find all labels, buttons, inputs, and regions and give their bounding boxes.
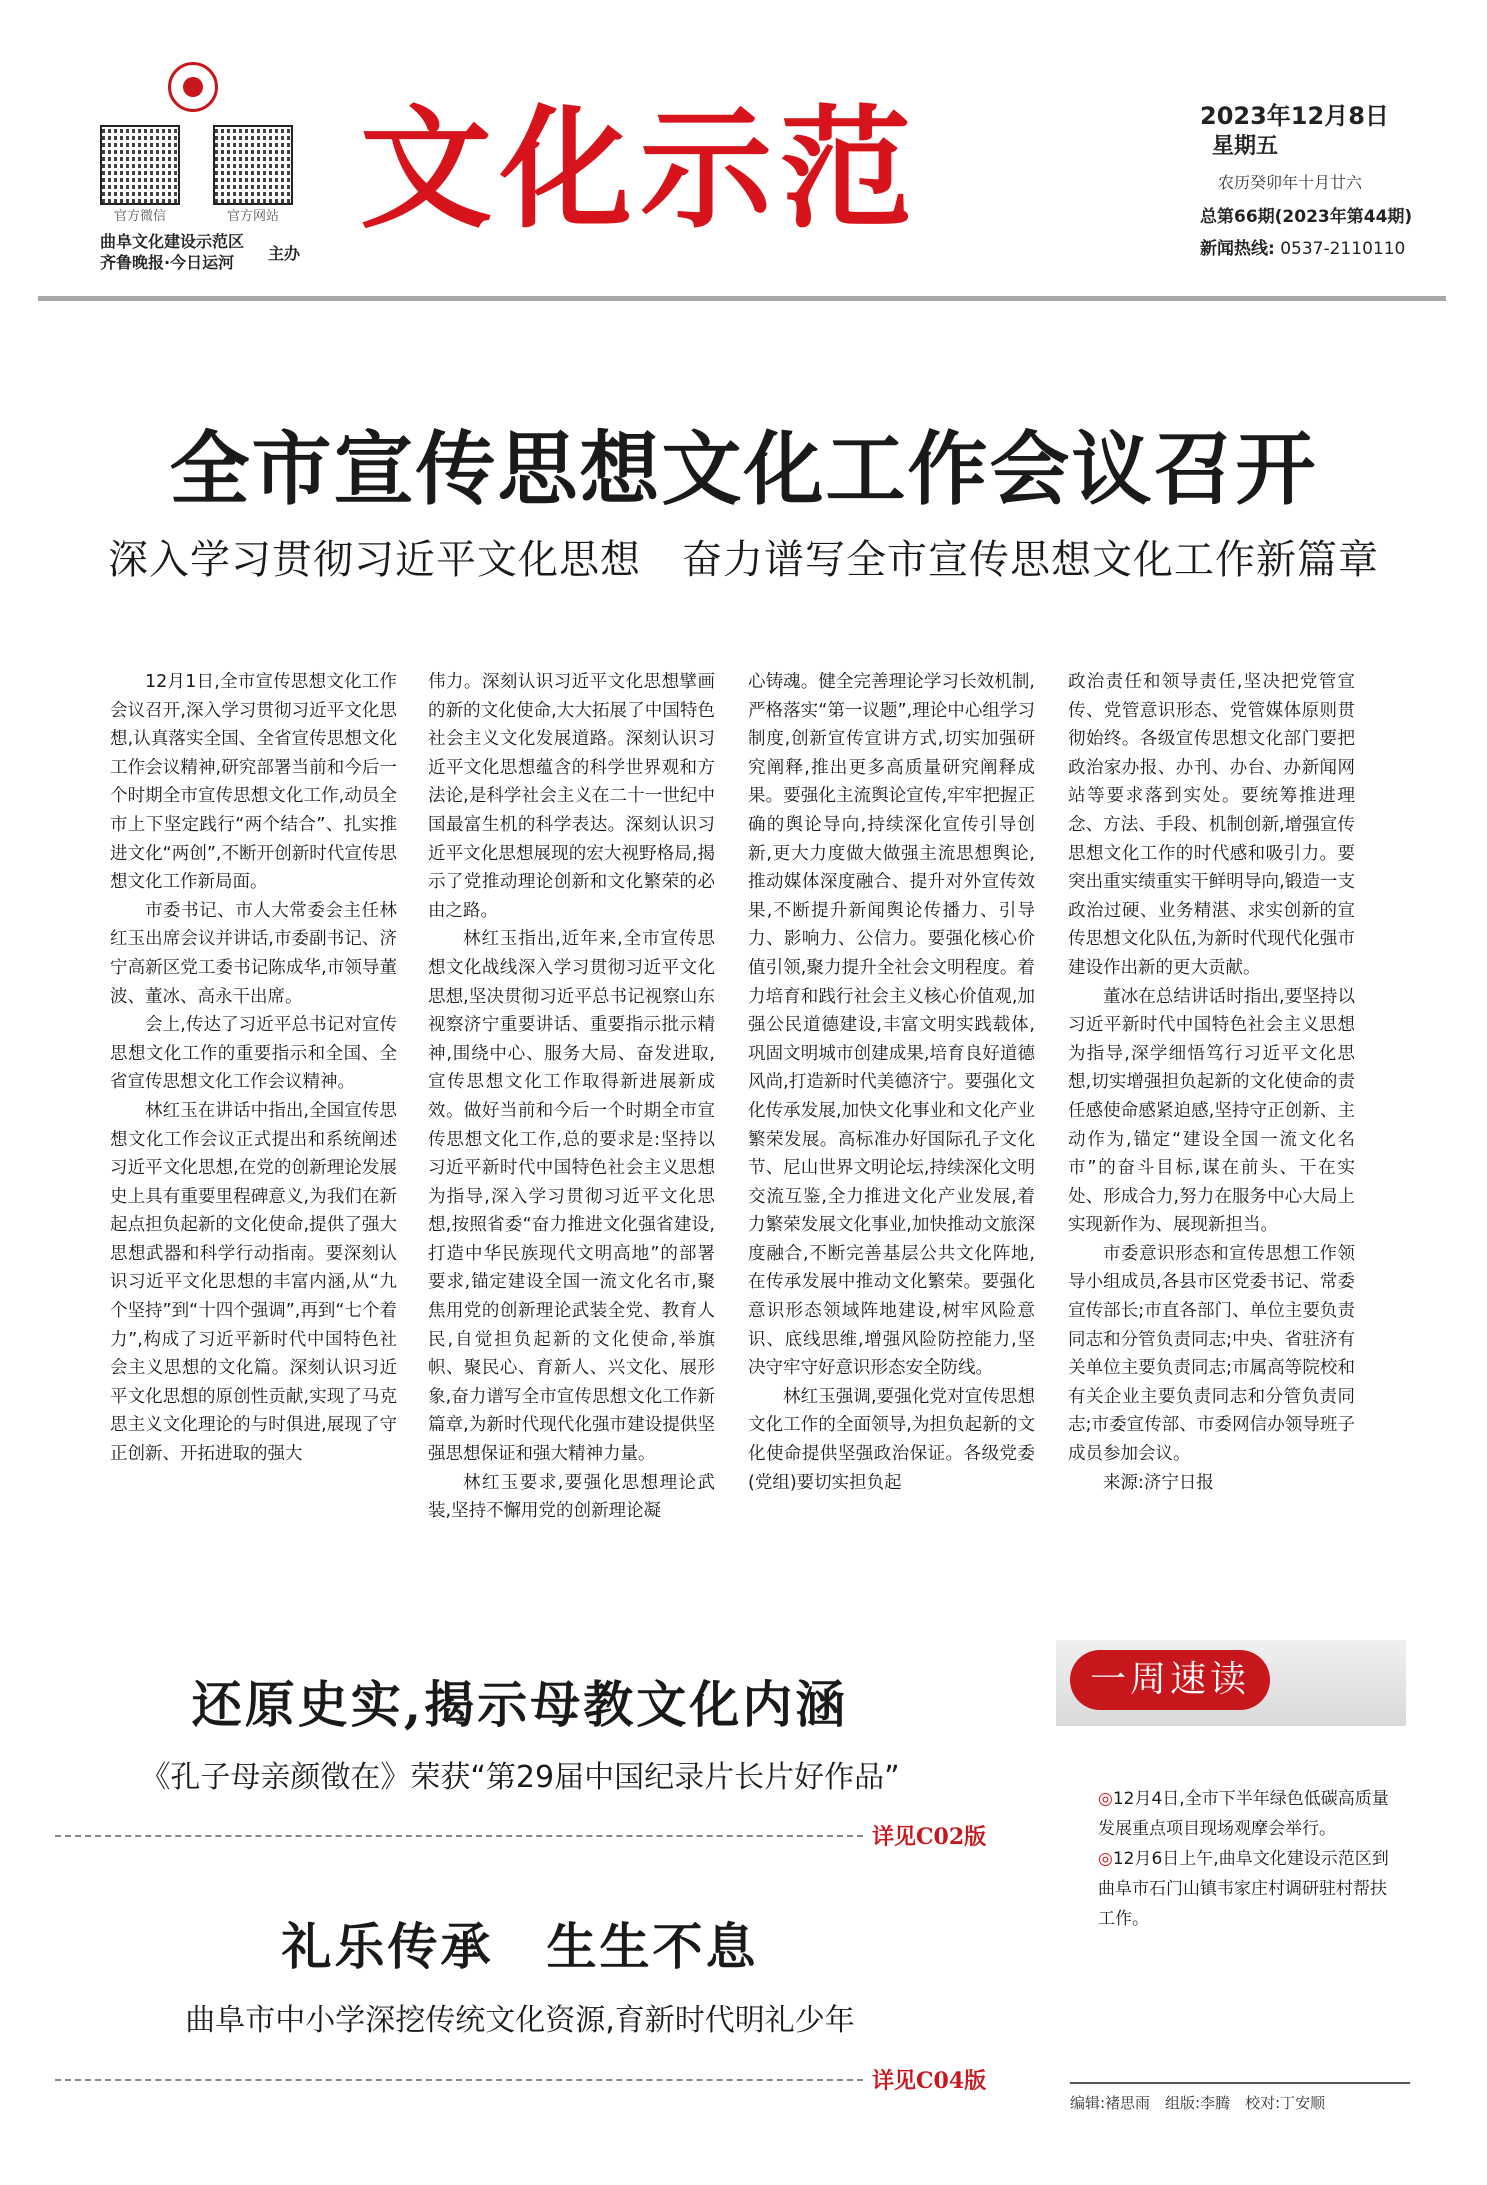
bullet-icon: ◎ [1098,1849,1113,1869]
article-paragraph: 12月1日,全市宣传思想文化工作会议召开,深入学习贯彻习近平文化思想,认真落实全国、全省宣传思想文化工作会议精神,研究部署当前和今后一个时期全市宣传思想文化工作,动员全市上下坚定践行“两个结合”、扎实推进文化“两创”,不断开创新时代宣传思想文化工作新局面。 [110,672,397,893]
article-paragraph: 董冰在总结讲话时指出,要坚持以习近平新时代中国特色社会主义思想为指导,深学细悟笃行习近平文化思想,切实增强担负起新的文化使命的责任感使命感紧迫感,坚持守正创新、主动作为,锚定“建设全国一流文化名市”的奋斗目标,谋在前头、干在实处、形成合力,努力在服务中心大局上实现新作为、展现新担当。 [1068,986,1355,1236]
story-title: 礼乐传承 生生不息 [281,1917,759,1976]
lead-headline: 全市宣传思想文化工作会议召开 [169,422,1318,516]
list-item [1098,1784,1398,1844]
article-paragraph: 市委书记、市人大常委会主任林红玉出席会议并讲话,市委副书记、济宁高新区党工委书记陈成华,市领导董波、董冰、高永干出席。 [110,900,397,1007]
see-page-link[interactable]: 详见C02版 [872,1824,987,1850]
qr-code-icon [213,125,293,205]
editor-credits: 编辑:褚思雨 组版:李腾 校对:丁安顺 [1070,2082,1410,2113]
article-paragraph: 林红玉强调,要强化党对宣传思想文化工作的全面领导,为担负起新的文化使命提供坚强政治保证。各级党委(党组)要切实担负起 [748,1386,1035,1493]
organizer-suffix: 主办 [268,244,301,263]
article-column-1 [110,668,397,1469]
lead-subhead: 深入学习贯彻习近平文化思想 奋力谱写全市宣传思想文化工作新篇章 [108,537,1379,583]
article-paragraph: 会上,传达了习近平总书记对宣传思想文化工作的重要指示和全国、全省宣传思想文化工作会议精神。 [110,1015,397,1093]
see-page-link[interactable]: 详见C04版 [872,2068,987,2094]
article-paragraph: 伟力。深刻认识习近平文化思想擘画的新的文化使命,大大拓展了中国特色社会主义文化发展道路。深刻认识习近平文化思想蕴含的科学世界观和方法论,是科学社会主义在二十一世纪中国最富生机的科学表达。深刻认识习近平文化思想展现的宏大视野格局,揭示了党推动理论创新和文化繁荣的必由之路。 [428,672,715,921]
issue-weekday: 星期五 [1212,134,1279,159]
masthead-title: 文化示范 [360,93,920,247]
article-paragraph: 市委意识形态和宣传思想工作领导小组成员,各县市区党委书记、常委宣传部长;市直各部门、单位主要负责同志和分管负责同志;中央、省驻济有关单位主要负责同志;市属高等院校和有关企业主要负责同志和分管负责同志;市委宣传部、市委网信办领导班子成员参加会议。 [1068,1243,1355,1465]
lunar-date: 农历癸卯年十月廿六 [1218,173,1363,192]
article-paragraph: 心铸魂。健全完善理论学习长效机制,严格落实“第一议题”,理论中心组学习制度,创新宣传宣讲方式,切实加强研究阐释,推出更多高质量研究阐释成果。要强化主流舆论宣传,牢牢把握正确的舆论导向,持续深化宣传引导创新,更大力度做大做强主流思想舆论,推动媒体深度融合、提升对外宣传效果,不断提升新闻舆论传播力、引导力、影响力、公信力。要强化核心价值引领,聚力提升全社会文明程度。着力培育和践行社会主义核心价值观,加强公民道德建设,丰富文明实践载体,巩固文明城市创建成果,培育良好道德风尚,打造新时代美德济宁。要强化文化传承发展,加快文化事业和文化产业繁荣发展。高标准办好国际孔子文化节、尼山世界文明论坛,持续深化文明交流互鉴,全力推进文化产业发展,着力繁荣发展文化事业,加快推动文旅深度融合,不断完善基层公共文化阵地,在传承发展中推动文化繁荣。要强化意识形态领域阵地建设,树牢风险意识、底线思维,增强风险防控能力,坚决守牢守好意识形态安全防线。 [748,672,1035,1379]
emblem-logo [168,62,218,112]
header-rule [38,296,1446,301]
article-source: 来源:济宁日报 [1103,1472,1214,1493]
article-column-2 [428,668,715,1526]
hotline-number: 0537-2110110 [1280,239,1406,259]
article-paragraph: 林红玉在讲话中指出,全国宣传思想文化工作会议正式提出和系统阐述习近平文化思想,在党的创新理论发展史上具有重要里程碑意义,为我们在新起点担负起新的文化使命,提供了强大思想武器和科学行动指南。要深刻认识习近平文化思想的丰富内涵,从“九个坚持”到“十四个强调”,再到“七个着力”,构成了习近平新时代中国特色社会主义思想的文化篇。深刻认识习近平文化思想的原创性贡献,实现了马克思主义文化理论的与时俱进,展现了守正创新、开拓进取的强大 [110,1100,397,1465]
article-paragraph: 林红玉指出,近年来,全市宣传思想文化战线深入学习贯彻习近平文化思想,坚决贯彻习近平总书记视察山东视察济宁重要讲话、重要指示批示精神,围绕中心、服务大局、奋发进取,宣传思想文化工作取得新进展新成效。做好当前和今后一个时期全市宣传思想文化工作,总的要求是:坚持以习近平新时代中国特色社会主义思想为指导,深入学习贯彻习近平文化思想,按照省委“奋力推进文化强省建设,打造中华民族现代文明高地”的部署要求,锚定建设全国一流文化名市,聚焦用党的创新理论武装全党、教育人民,自觉担负起新的文化使命,举旗帜、聚民心、育新人、兴文化、展形象,奋力谱写全市宣传思想文化工作新篇章,为新时代现代化强市建设提供坚强思想保证和强大精神力量。 [428,929,715,1465]
story-subtitle: 曲阜市中小学深挖传统文化资源,育新时代明礼少年 [185,2003,855,2038]
story-title: 还原史实,揭示母教文化内涵 [191,1675,849,1734]
qr-label-wechat: 官方微信 [113,209,166,224]
qr-code-icon [100,125,180,205]
organizer-list [100,231,244,273]
qr-label-website: 官方网站 [226,209,279,224]
hotline-label: 新闻热线: [1200,239,1275,259]
organizer-1: 曲阜文化建设示范区 [100,232,245,251]
dashed-divider [55,1835,863,1837]
article-paragraph: 政治责任和领导责任,坚决把党管宣传、党管意识形态、党管媒体原则贯彻始终。各级宣传思想文化部门要把政治家办报、办刊、办台、办新闻网站等要求落到实处。要统筹推进理念、方法、手段、机制创新,增强宣传思想文化工作的时代感和吸引力。要突出重实绩重实干鲜明导向,锻造一支政治过硬、业务精湛、求实创新的宣传思想文化队伍,为新时代现代化强市建设作出新的更大贡献。 [1068,672,1355,978]
story-subtitle: 《孔子母亲颜徵在》荣获“第29届中国纪录片长片好作品” [140,1760,900,1795]
bullet-icon: ◎ [1098,1789,1113,1809]
weekly-label: 一周速读 [1070,1650,1270,1710]
list-item [1098,1844,1398,1934]
article-column-4 [1068,668,1355,1497]
list-item-text: 12月4日,全市下半年绿色低碳高质量发展重点项目现场观摩会举行。 [1098,1789,1389,1839]
issue-number: 总第66期(2023年第44期) [1200,207,1413,227]
qr-wechat[interactable] [100,125,180,224]
issue-date: 2023年12月8日 [1200,102,1389,130]
list-item-text: 12月6日上午,曲阜文化建设示范区到曲阜市石门山镇韦家庄村调研驻村帮扶工作。 [1098,1849,1389,1929]
organizer-2: 齐鲁晚报·今日运河 [100,253,235,272]
article-paragraph: 林红玉要求,要强化思想理论武装,坚持不懈用党的创新理论凝 [428,1472,715,1522]
date-block [1200,100,1389,162]
weekly-list [1098,1784,1398,1934]
dashed-divider [55,2079,863,2081]
qr-website[interactable] [213,125,293,224]
article-column-3 [748,668,1035,1497]
hotline [1200,234,1405,259]
